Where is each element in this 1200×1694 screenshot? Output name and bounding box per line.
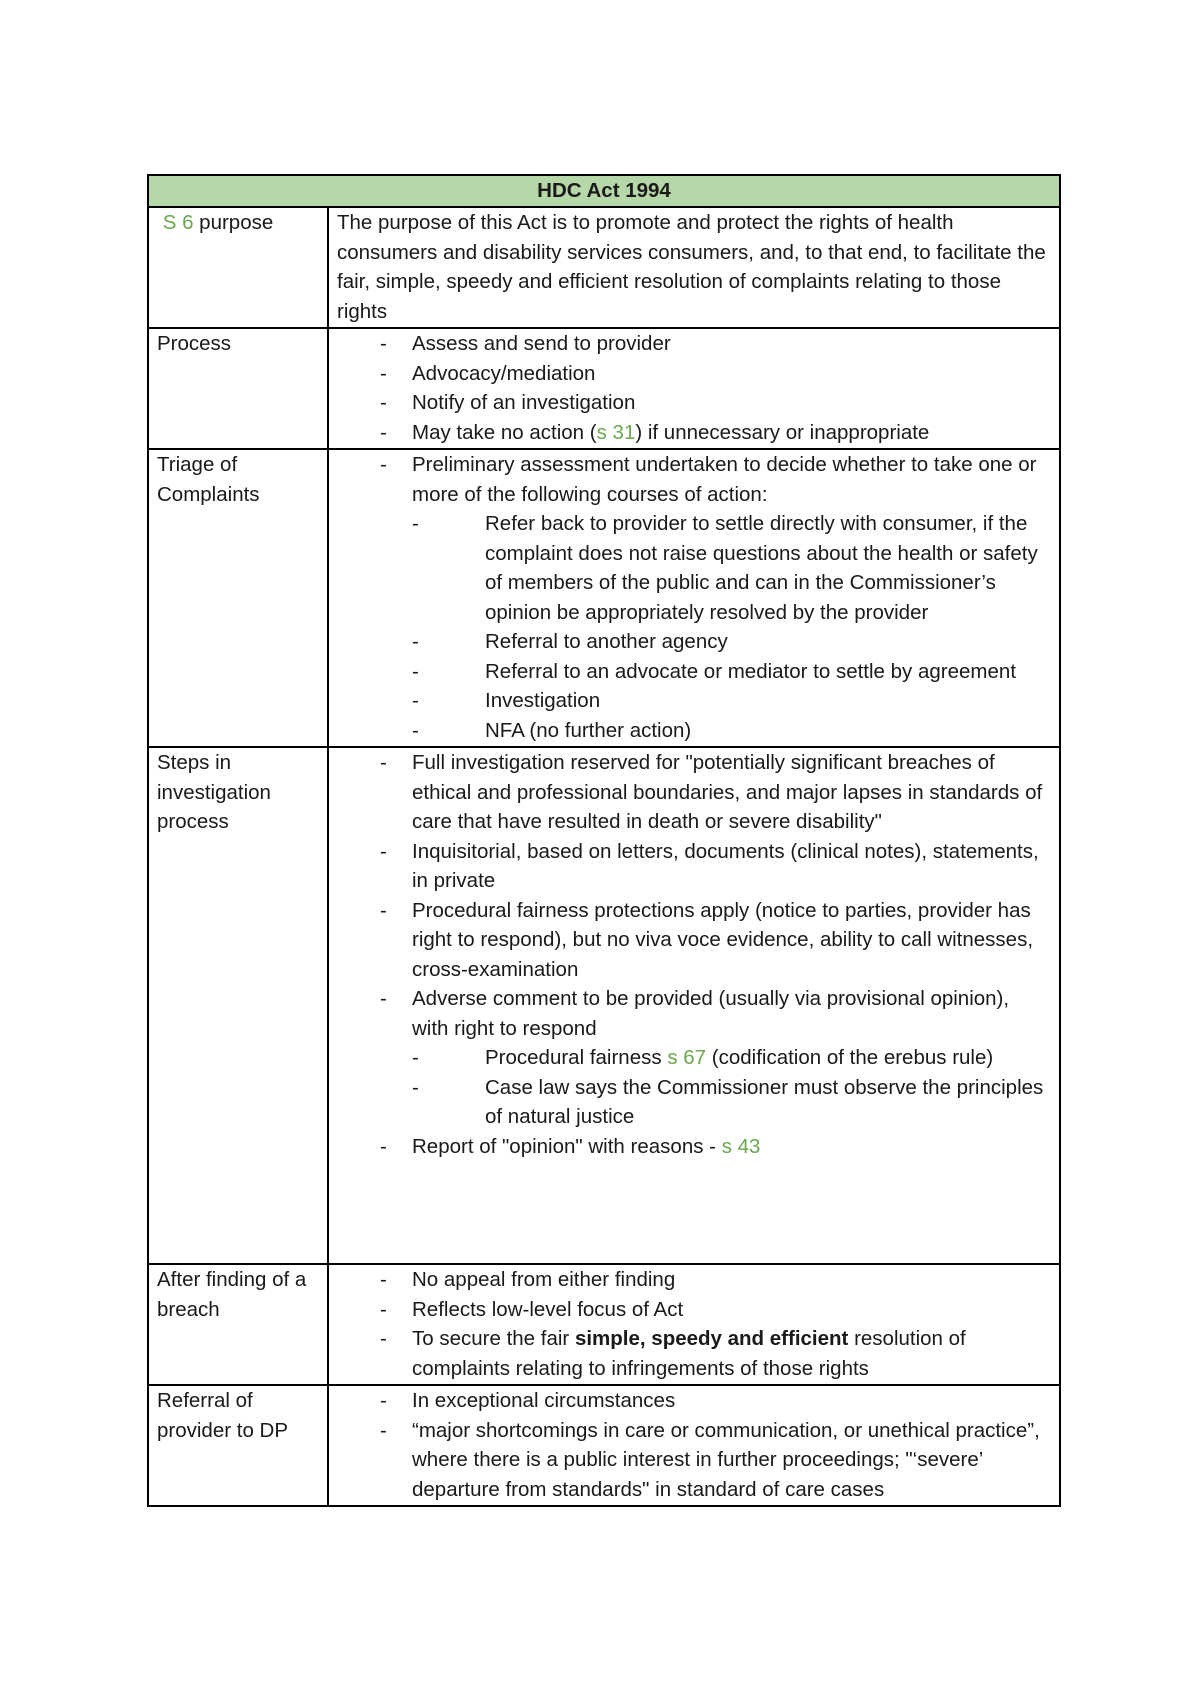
list-item: - Preliminary assessment undertaken to decide whether to take one or more of the following courses of action: - Refer back to provider to settle directly with consumer, if the complaint does not raise questions about the health or safety of members of the public and can in the Commissioner’s opinion be appropriately resolved by the provider - Referral to another agency - Referral to an advocate or mediator to settle by agreement - Investigation - NFA (no further action) <box>337 450 1051 745</box>
section-reference: s 31 <box>596 420 636 444</box>
list-dash: - <box>412 512 419 535</box>
list-dash: - <box>380 1389 387 1412</box>
list-item: - In exceptional circumstances <box>337 1386 1051 1416</box>
list-dash: - <box>412 718 419 742</box>
list-dash: - <box>380 839 387 863</box>
after-breach-label: After finding of a breach <box>148 1264 328 1385</box>
list-item: - Inquisitorial, based on letters, documents (clinical notes), statements, in private <box>337 837 1051 896</box>
referral-label: Referral of provider to DP <box>148 1385 328 1506</box>
list-dash: - <box>412 1075 419 1099</box>
list-dash: - <box>380 1297 387 1321</box>
referral-row <box>148 1385 1060 1506</box>
list-item: - To secure the fair simple, speedy and efficient resolution of complaints relating to infringements of those rights <box>337 1324 1051 1383</box>
list-item: - Case law says the Commissioner must observe the principles of natural justice <box>412 1073 1051 1132</box>
purpose-label: S 6 purpose <box>148 207 328 328</box>
list-dash: - <box>380 1268 387 1291</box>
list-item: - Assess and send to provider <box>337 329 1051 359</box>
list-item: - Procedural fairness protections apply (notice to parties, provider has right to respond), but no viva voce evidence, ability to call witnesses, cross-examination <box>337 896 1051 985</box>
list-item: - Adverse comment to be provided (usually via provisional opinion), with right to respond - Procedural fairness s 67 (codification of the erebus rule) - Case law says the Commissioner must observe the principles of natural justice <box>337 984 1051 1132</box>
list-item: - Full investigation reserved for "potentially significant breaches of ethical and professional boundaries, and major lapses in standards of care that have resulted in death or severe disability" <box>337 748 1051 837</box>
list-dash: - <box>380 391 387 414</box>
list-dash: - <box>412 659 419 683</box>
list-dash: - <box>380 987 387 1010</box>
process-row <box>148 328 1060 449</box>
list-dash: - <box>412 630 419 653</box>
table-title: HDC Act 1994 <box>148 175 1060 207</box>
list-item: - Advocacy/mediation <box>337 359 1051 389</box>
list-item: - Refer back to provider to settle directly with consumer, if the complaint does not raise questions about the health or safety of members of the public and can in the Commissioner’s opinion be appropriately resolved by the provider <box>412 509 1051 627</box>
after-breach-row <box>148 1264 1060 1385</box>
list-item: - Investigation <box>412 686 1051 716</box>
list-dash: - <box>380 1327 387 1350</box>
list-dash: - <box>380 898 387 922</box>
purpose-text: The purpose of this Act is to promote and protect the rights of health consumers and disability services consumers, and, to that end, to facilitate the fair, simple, speedy and efficient resolution of complaints relating to those rights <box>328 207 1060 328</box>
referral-list <box>337 1386 1051 1504</box>
list-item: - Procedural fairness s 67 (codification of the erebus rule) <box>412 1043 1051 1073</box>
emphasis-text: simple, speedy and efficient <box>574 1327 849 1350</box>
list-dash: - <box>380 1134 387 1158</box>
list-dash: - <box>380 453 387 476</box>
list-dash: - <box>412 1046 419 1069</box>
list-dash: - <box>380 361 387 385</box>
steps-list <box>337 748 1051 1161</box>
process-list <box>337 329 1051 447</box>
triage-list <box>337 450 1051 745</box>
list-dash: - <box>380 751 387 774</box>
section-reference: s 67 <box>667 1046 707 1069</box>
after-breach-list <box>337 1265 1051 1383</box>
list-item: - Notify of an investigation <box>337 388 1051 418</box>
list-item: - Report of "opinion" with reasons - s 43 <box>337 1132 1051 1162</box>
triage-options <box>412 509 1051 745</box>
list-item: - Referral to an advocate or mediator to settle by agreement <box>412 657 1051 687</box>
process-label: Process <box>148 328 328 449</box>
list-item: - “major shortcomings in care or communication, or unethical practice”, where there is a public interest in further proceedings; "‘severe’ departure from standards" in standard of care cases <box>337 1416 1051 1505</box>
steps-sublist <box>412 1043 1051 1132</box>
list-item: - May take no action (s 31) if unnecessary or inappropriate <box>337 418 1051 448</box>
steps-row <box>148 747 1060 1264</box>
section-reference: S 6 <box>162 211 194 234</box>
list-dash: - <box>380 1418 387 1442</box>
triage-row <box>148 449 1060 747</box>
steps-label: Steps in investigation process <box>148 747 328 1264</box>
section-reference: s 43 <box>721 1134 761 1158</box>
hdc-act-table <box>147 174 1061 1507</box>
list-item: - No appeal from either finding <box>337 1265 1051 1295</box>
list-dash: - <box>380 332 387 355</box>
list-dash: - <box>380 420 387 444</box>
list-item: - Referral to another agency <box>412 627 1051 657</box>
list-item: - Reflects low-level focus of Act <box>337 1295 1051 1325</box>
triage-label: Triage of Complaints <box>148 449 328 747</box>
list-item: - NFA (no further action) <box>412 716 1051 746</box>
list-dash: - <box>412 689 419 712</box>
title-row <box>148 175 1060 207</box>
purpose-row <box>148 207 1060 328</box>
